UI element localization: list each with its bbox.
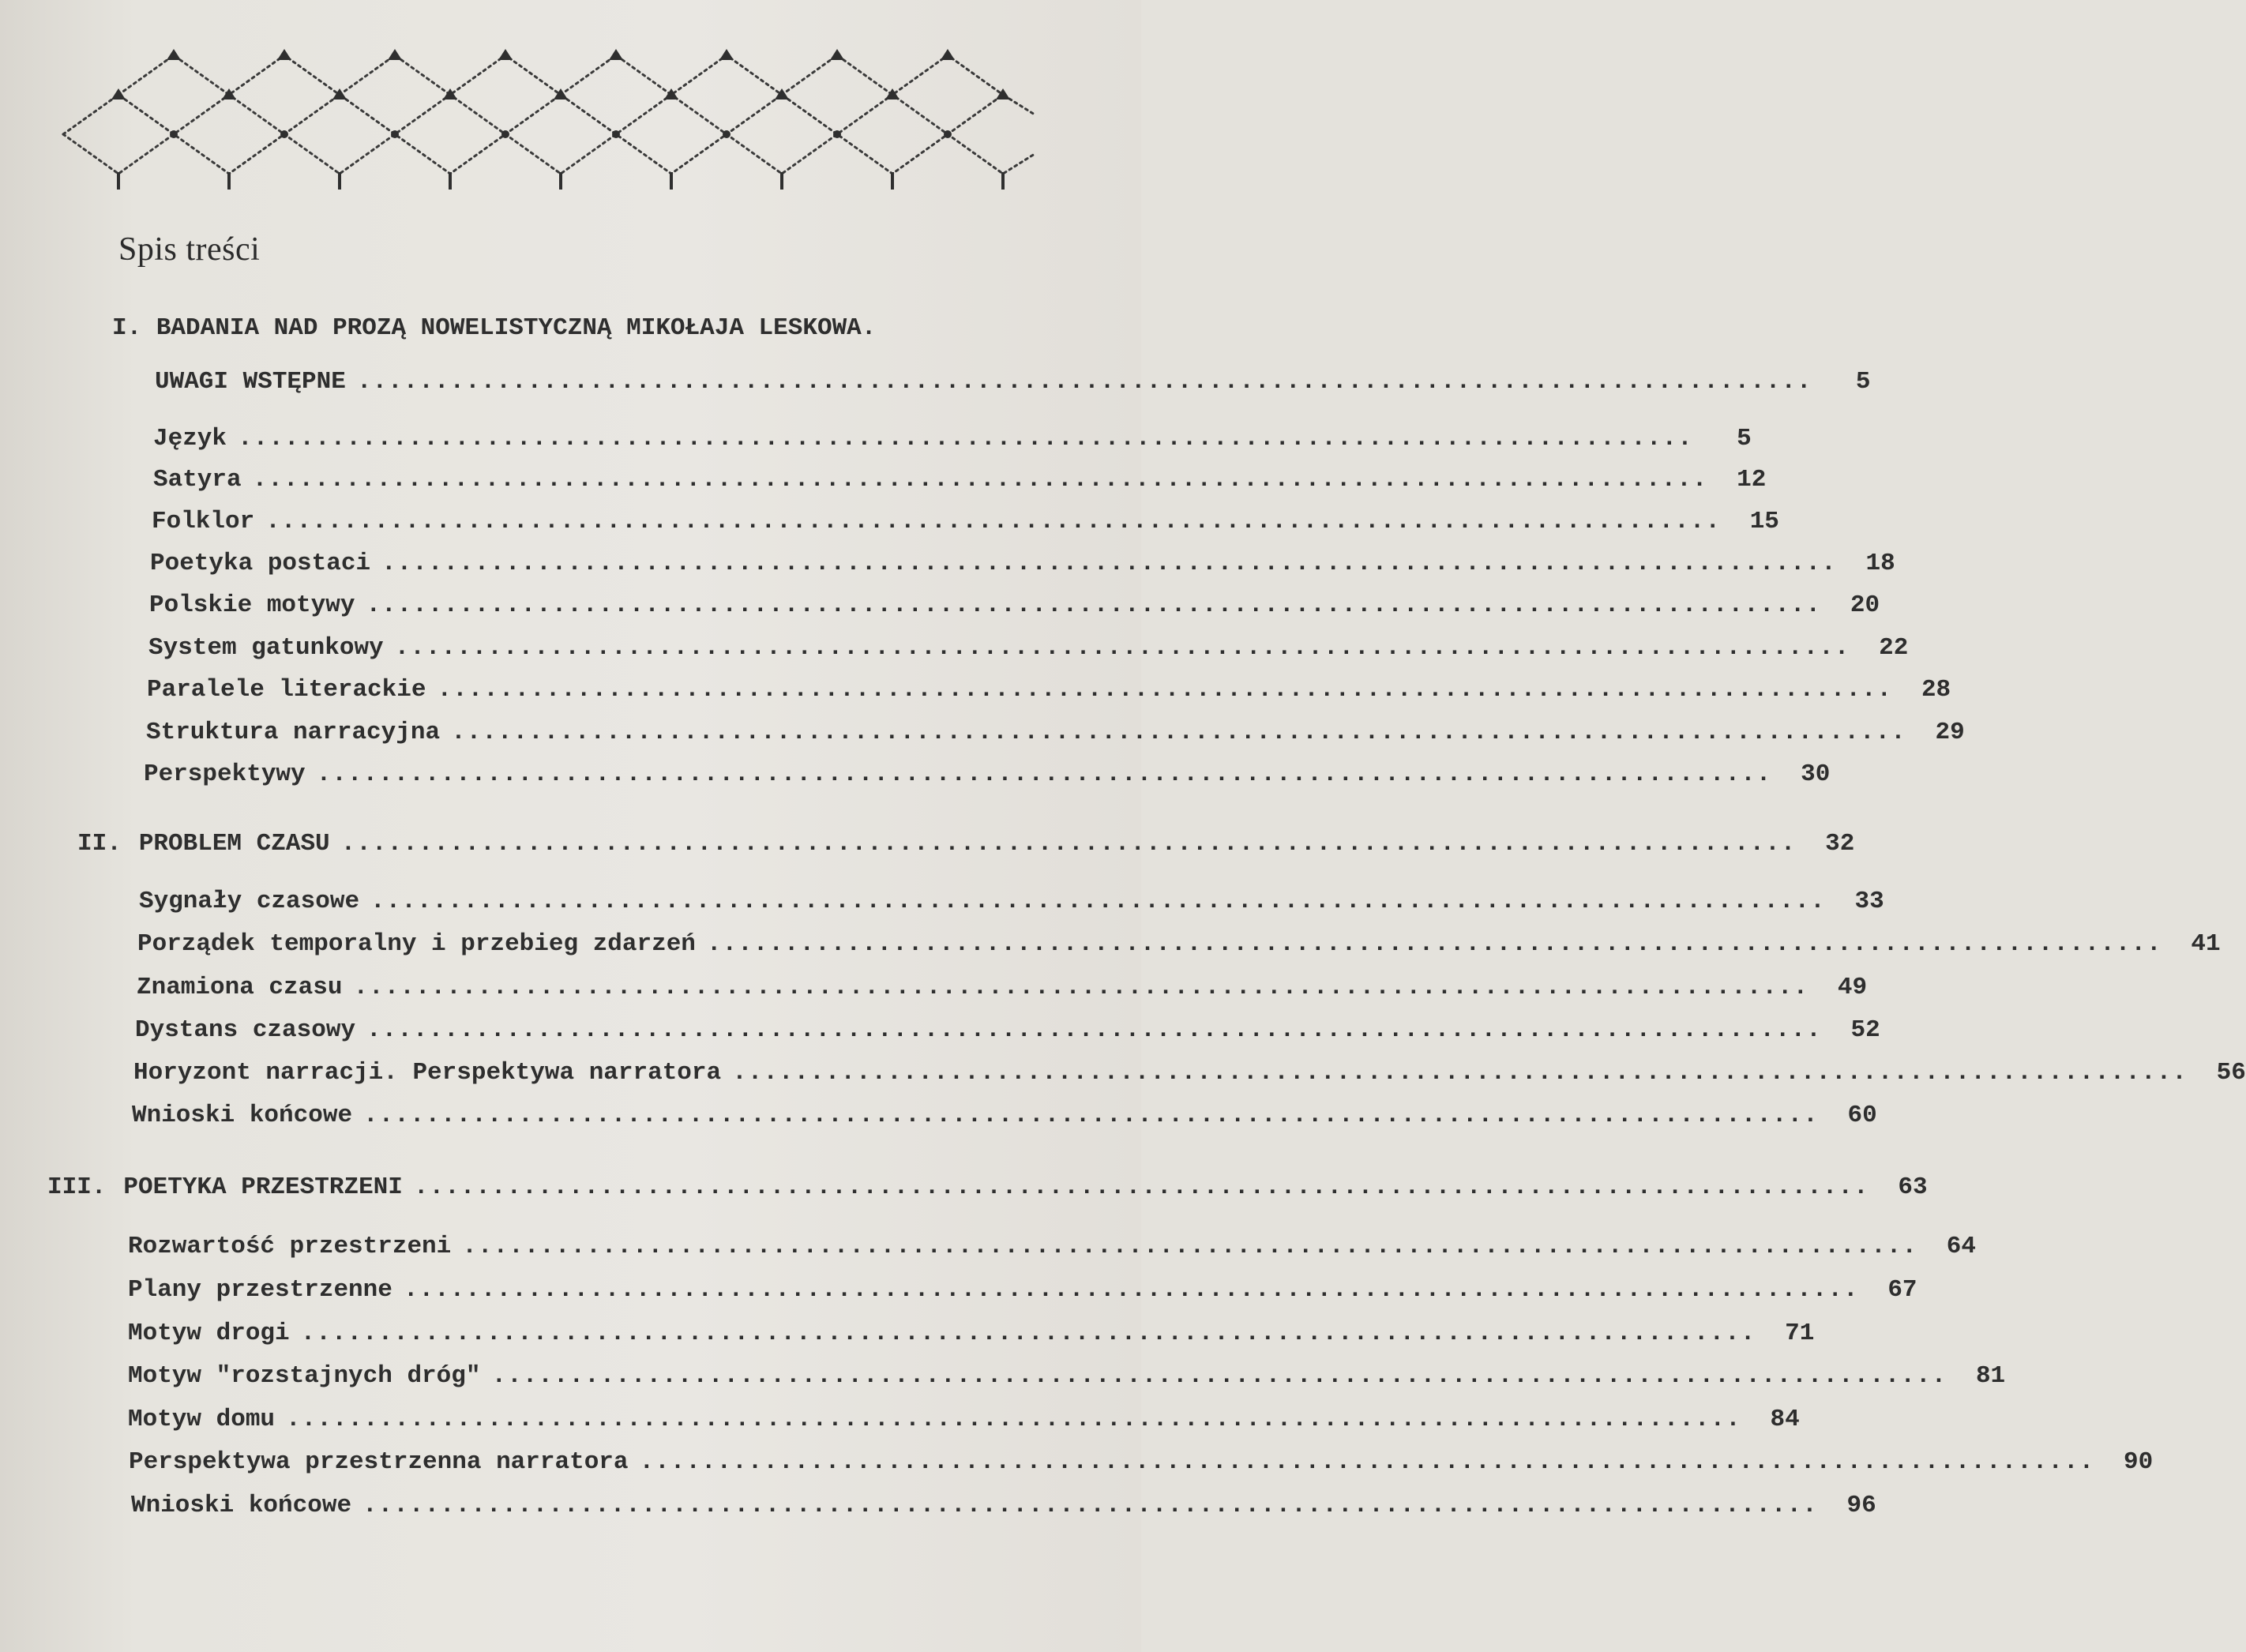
toc-entry-label: Motyw "rozstajnych dróg" xyxy=(128,1362,481,1390)
toc-entry-page: 12 xyxy=(1737,466,1767,494)
toc-entry-label: Wnioski końcowe xyxy=(131,1492,352,1519)
folk-lattice-ornament-icon xyxy=(55,32,1042,197)
leader-dots: .............................................................................................. xyxy=(238,425,1693,452)
toc-entry-label: Folklor xyxy=(152,508,255,535)
leader-dots: .............................................................................................. xyxy=(316,760,1772,788)
leader-dots: .............................................................................................. xyxy=(462,1233,1917,1260)
toc-entry-page: 84 xyxy=(1770,1406,1800,1433)
toc-entry xyxy=(128,1233,1976,1264)
toc-entry xyxy=(153,425,1752,456)
leader-dots: .............................................................................................. xyxy=(366,591,1822,619)
toc-entry-page: 29 xyxy=(1935,719,1965,746)
leader-dots: .............................................................................................. xyxy=(491,1362,1947,1390)
toc-entry xyxy=(128,1406,1800,1437)
toc-entry-page: 33 xyxy=(1854,888,1884,915)
toc-entry-label: Dystans czasowy xyxy=(135,1016,356,1044)
chapter-1-subtitle: UWAGI WSTĘPNE xyxy=(155,368,346,396)
toc-entry xyxy=(137,930,2221,962)
toc-entry xyxy=(128,1362,2006,1394)
toc-entry-label: Rozwartość przestrzeni xyxy=(128,1233,452,1260)
leader-dots: .............................................................................................. xyxy=(706,930,2162,958)
toc-entry xyxy=(132,1102,1877,1133)
toc-entry-label: Znamiona czasu xyxy=(137,974,343,1001)
toc-entry xyxy=(131,1492,1876,1523)
leader-dots: .............................................................................................. xyxy=(732,1059,2188,1087)
toc-entry-page: 64 xyxy=(1946,1233,1976,1260)
toc-entry xyxy=(149,591,1880,623)
chapter-3-number: III. xyxy=(47,1173,107,1201)
toc-entry-page: 52 xyxy=(1850,1016,1880,1044)
toc-entry-page: 67 xyxy=(1887,1276,1917,1304)
toc-entry-label: Perspektywy xyxy=(144,760,306,788)
toc-entry-page: 30 xyxy=(1801,760,1831,788)
toc-entry-label: Perspektywa przestrzenna narratora xyxy=(129,1448,629,1476)
chapter-2-title: PROBLEM CZASU xyxy=(138,830,330,858)
toc-entry-label: Porządek temporalny i przebieg zdarzeń xyxy=(137,930,696,958)
chapter-2-page: 32 xyxy=(1825,830,1855,858)
toc-entry xyxy=(152,508,1779,539)
chapter-3-page: 63 xyxy=(1898,1173,1928,1201)
toc-entry-label: Sygnały czasowe xyxy=(139,888,360,915)
toc-entry xyxy=(128,1276,1917,1308)
toc-entry-label: Motyw domu xyxy=(128,1406,276,1433)
toc-entry-label: Plany przestrzenne xyxy=(128,1276,392,1304)
leader-dots: .............................................................................................. xyxy=(265,508,1721,535)
leader-dots: .............................................................................................. xyxy=(451,719,1906,746)
toc-entry xyxy=(128,1320,1815,1351)
toc-entry-label: Motyw drogi xyxy=(128,1320,290,1347)
leader-dots: .............................................................................................. xyxy=(353,974,1809,1001)
chapter-3-heading xyxy=(47,1173,1928,1205)
leader-dots: .............................................................................................. xyxy=(252,466,1708,494)
toc-entry xyxy=(133,1059,2246,1091)
toc-entry-page: 90 xyxy=(2123,1448,2154,1476)
leader-dots: .............................................................................................. xyxy=(340,830,1797,858)
chapter-1-number: I. xyxy=(112,314,142,342)
toc-entry-page: 60 xyxy=(1847,1102,1877,1129)
leader-dots: .............................................................................................. xyxy=(356,368,1812,396)
toc-entry-page: 56 xyxy=(2216,1059,2246,1087)
leader-dots: .............................................................................................. xyxy=(370,888,1826,915)
leader-dots: .............................................................................................. xyxy=(286,1406,1741,1433)
toc-entry-page: 71 xyxy=(1785,1320,1815,1347)
toc-entry xyxy=(139,888,1884,919)
leader-dots: .............................................................................................. xyxy=(437,676,1893,704)
toc-entry xyxy=(150,550,1895,581)
toc-entry xyxy=(129,1448,2154,1480)
page-title: Spis treści xyxy=(118,231,261,268)
toc-entry-label: Satyra xyxy=(153,466,242,494)
leader-dots: .............................................................................................. xyxy=(381,550,1837,577)
leader-dots: .............................................................................................. xyxy=(403,1276,1859,1304)
toc-entry xyxy=(153,466,1767,497)
chapter-1-subtitle-row xyxy=(155,368,1871,400)
toc-entry-page: 81 xyxy=(1975,1362,2006,1390)
leader-dots: .............................................................................................. xyxy=(363,1102,1819,1129)
toc-entry-page: 96 xyxy=(1846,1492,1876,1519)
toc-entry xyxy=(147,676,1951,708)
toc-entry-label: Wnioski końcowe xyxy=(132,1102,353,1129)
toc-entry-page: 20 xyxy=(1850,591,1880,619)
toc-entry-label: Polskie motywy xyxy=(149,591,355,619)
toc-entry-page: 15 xyxy=(1749,508,1779,535)
toc-entry xyxy=(146,719,1965,750)
chapter-1-heading xyxy=(112,314,876,342)
toc-entry-page: 28 xyxy=(1921,676,1951,704)
toc-entry xyxy=(144,760,1831,792)
toc-entry-page: 22 xyxy=(1879,634,1909,662)
leader-dots: .............................................................................................. xyxy=(639,1448,2095,1476)
toc-entry-page: 41 xyxy=(2191,930,2221,958)
leader-dots: .............................................................................................. xyxy=(362,1492,1818,1519)
leader-dots: .............................................................................................. xyxy=(300,1320,1756,1347)
toc-entry-label: Poetyka postaci xyxy=(150,550,371,577)
chapter-1-title: BADANIA NAD PROZĄ NOWELISTYCZNĄ MIKOŁAJA LESKOWA. xyxy=(156,314,877,342)
toc-entry-label: Język xyxy=(153,425,227,452)
toc-entry-page: 18 xyxy=(1865,550,1895,577)
toc-entry-label: Paralele literackie xyxy=(147,676,426,704)
toc-entry-label: Horyzont narracji. Perspektywa narratora xyxy=(133,1059,722,1087)
chapter-1-page: 5 xyxy=(1855,368,1871,396)
leader-dots: .............................................................................................. xyxy=(366,1016,1822,1044)
toc-entry-page: 5 xyxy=(1737,425,1752,452)
chapter-3-title: POETYKA PRZESTRZENI xyxy=(123,1173,403,1201)
toc-entry-label: Struktura narracyjna xyxy=(146,719,441,746)
leader-dots: .............................................................................................. xyxy=(413,1173,1869,1201)
leader-dots: .............................................................................................. xyxy=(394,634,1850,662)
toc-entry xyxy=(148,634,1909,666)
chapter-2-number: II. xyxy=(77,830,122,858)
toc-entry xyxy=(137,974,1868,1005)
toc-entry xyxy=(135,1016,1880,1048)
toc-entry-page: 49 xyxy=(1837,974,1868,1001)
toc-entry-label: System gatunkowy xyxy=(148,634,384,662)
chapter-2-heading xyxy=(77,830,1855,862)
